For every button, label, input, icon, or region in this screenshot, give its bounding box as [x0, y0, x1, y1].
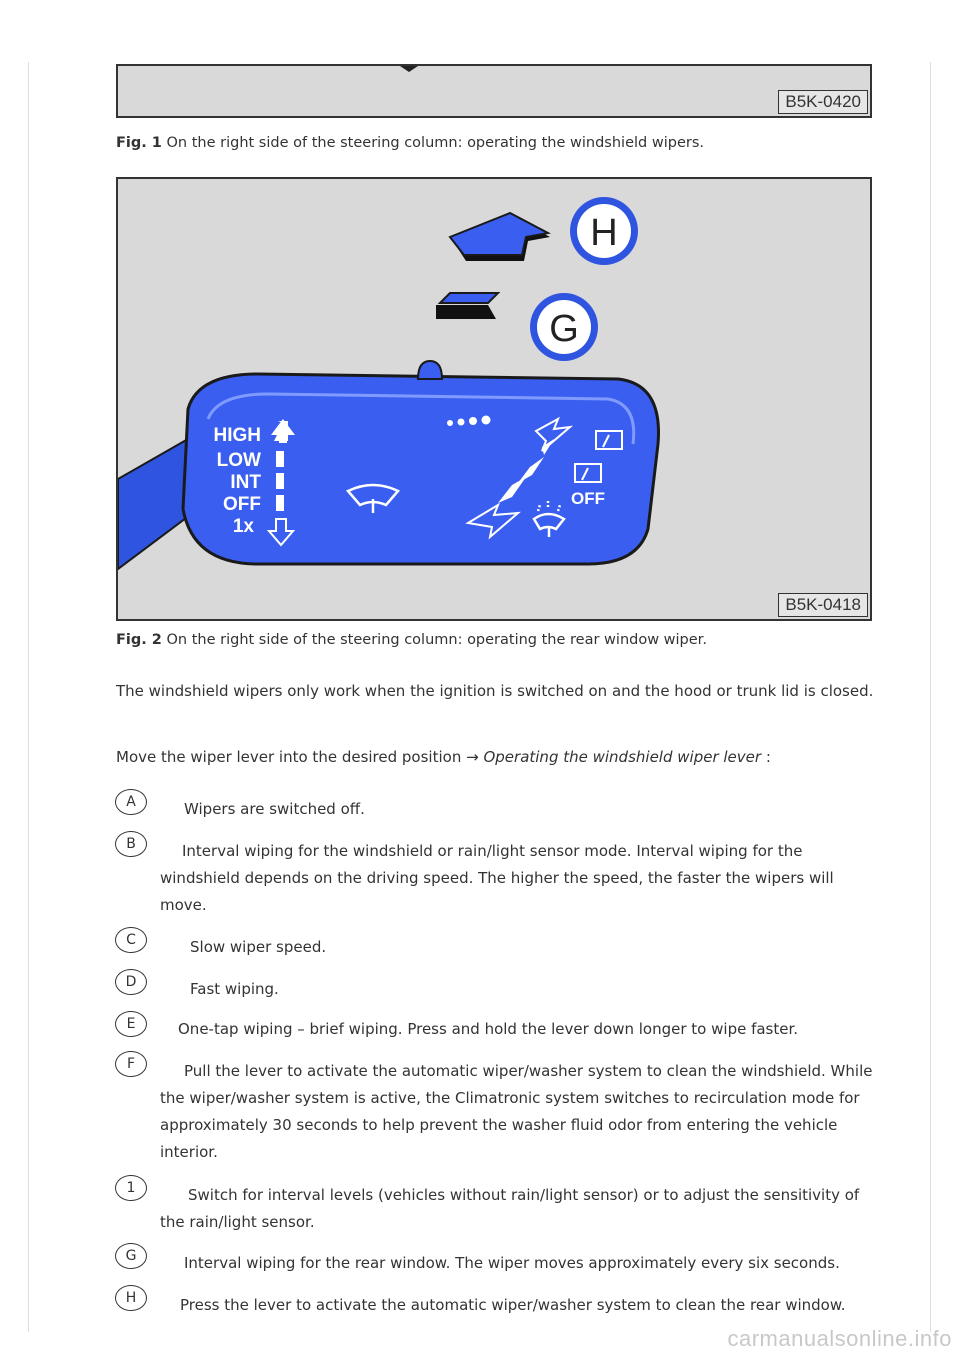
- page-border-right: [930, 62, 931, 1332]
- marker-g: G: [115, 1243, 147, 1269]
- g-button-shape: [440, 293, 498, 303]
- marker-d: D: [115, 969, 147, 995]
- marker-b: B: [115, 831, 147, 857]
- marker-c: C: [115, 927, 147, 953]
- page-border-left: [28, 62, 29, 1332]
- item-b-text: Interval wiping for the windshield or rain/light sensor mode. Interval wiping for the windshield depends on the driving speed. The higher the speed, the faster the wipers will move.: [160, 842, 834, 914]
- item-c-text: Slow wiper speed.: [190, 938, 327, 956]
- figure-1-caption-text: On the right side of the steering column: operating the windshield wipers.: [166, 135, 704, 151]
- marker-h: H: [115, 1285, 147, 1311]
- figure-1-label: Fig. 1: [116, 135, 162, 151]
- rear-off-label: OFF: [571, 489, 605, 508]
- move-text: Move the wiper lever into the desired position: [116, 748, 462, 766]
- figure-2-caption: [116, 632, 707, 648]
- svg-text:G: G: [549, 308, 579, 350]
- position-1x-label: 1x: [232, 516, 254, 537]
- item-d-text: Fast wiping.: [190, 980, 279, 998]
- marker-f: F: [115, 1051, 147, 1077]
- item-g-text: Interval wiping for the rear window. The wiper moves approximately every six seconds.: [184, 1254, 840, 1272]
- figure-2-caption-text: On the right side of the steering column: operating the rear window wiper.: [166, 632, 707, 648]
- position-off-label: OFF: [223, 494, 261, 515]
- watermark: carmanualsonline.info: [727, 1326, 952, 1351]
- marker-e: E: [115, 1011, 147, 1037]
- item-1-text: Switch for interval levels (vehicles without rain/light sensor) or to adjust the sensitivity of the rain/light sensor.: [160, 1186, 860, 1231]
- position-high-label: HIGH: [213, 425, 261, 446]
- wiper-lever-illustration: [118, 179, 870, 619]
- position-int-label: INT: [230, 472, 261, 493]
- figure-1-arrow-icon: [118, 66, 870, 116]
- item-e-text: One-tap wiping – brief wiping. Press and hold the lever down longer to wipe faster.: [178, 1020, 799, 1038]
- item-h-text: Press the lever to activate the automatic wiper/washer system to clean the rear window.: [180, 1296, 846, 1314]
- figure-2-label: Fig. 2: [116, 632, 162, 648]
- link-arrow-icon: →: [466, 748, 479, 766]
- move-suffix: :: [765, 748, 771, 766]
- operating-lever-link[interactable]: Operating the windshield wiper lever: [483, 748, 762, 766]
- item-a-text: Wipers are switched off.: [184, 800, 365, 818]
- figure-1-code: B5K-0420: [778, 90, 868, 114]
- figure-1-caption: [116, 135, 704, 151]
- figure-1-image: [116, 64, 872, 118]
- callout-h: [570, 197, 638, 265]
- figure-2-image: [116, 177, 872, 621]
- marker-a: A: [115, 789, 147, 815]
- lever-top-button: [418, 361, 442, 379]
- svg-text:H: H: [590, 212, 618, 254]
- h-arrow-shape: [450, 213, 550, 261]
- callout-g: [530, 293, 598, 361]
- position-low-label: LOW: [216, 450, 261, 471]
- marker-1: 1: [115, 1175, 147, 1201]
- move-paragraph: [116, 744, 876, 771]
- item-f-text: Pull the lever to activate the automatic wiper/washer system to clean the windshield. While the wiper/washer system is active, the Climatronic system switches to recirculation mode for approximately 30 seconds to help prevent the washer fluid odor from entering the vehicle interior.: [160, 1062, 873, 1161]
- figure-2-code: B5K-0418: [778, 593, 868, 617]
- intro-paragraph: The windshield wipers only work when the ignition is switched on and the hood or trunk lid is closed.: [116, 682, 874, 700]
